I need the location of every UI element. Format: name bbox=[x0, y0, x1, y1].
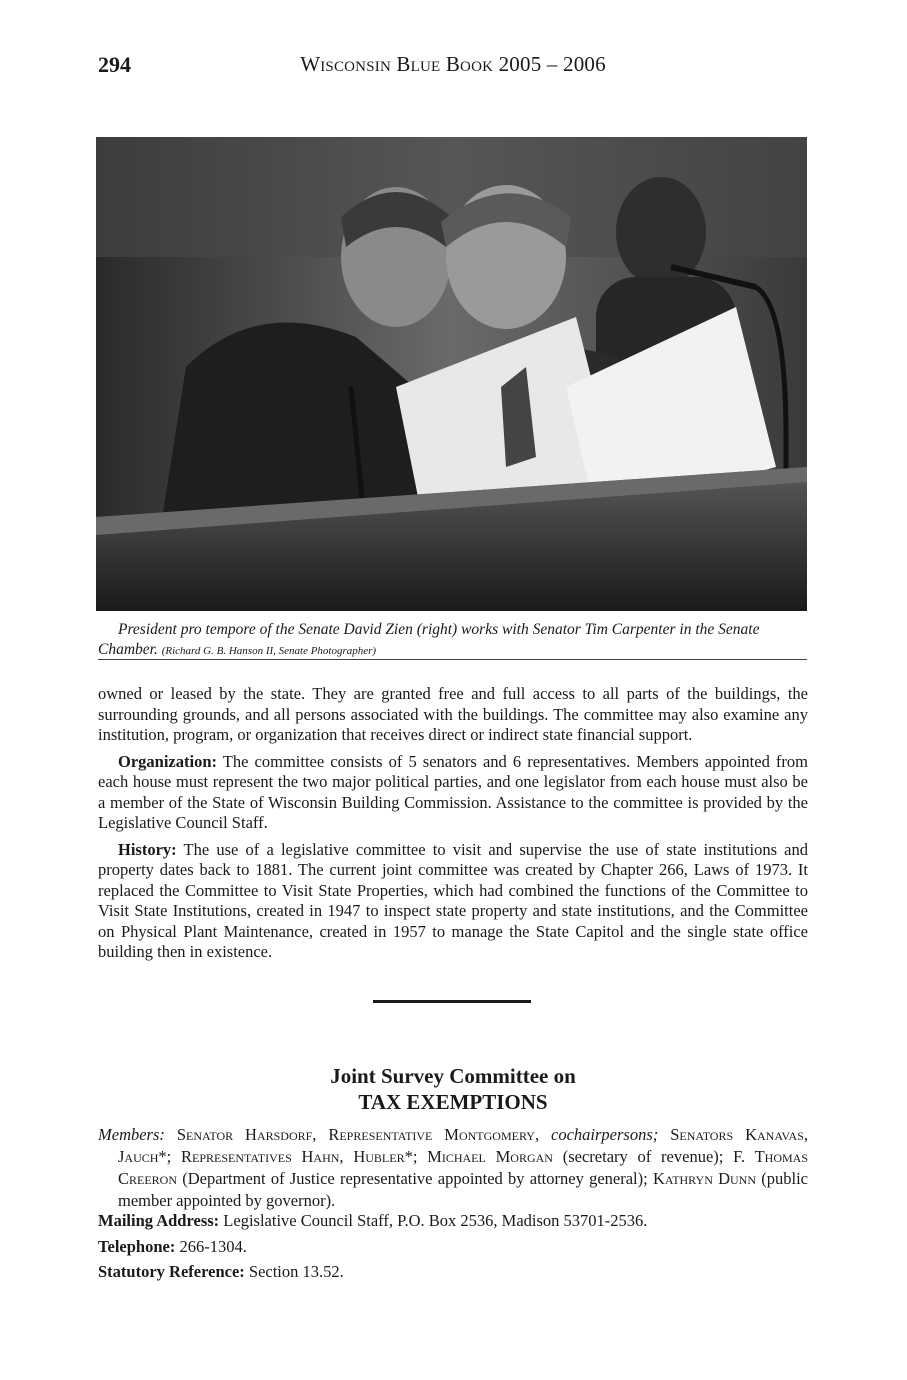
senate-chamber-photo bbox=[96, 137, 807, 611]
members-list bbox=[98, 1124, 808, 1212]
history-label: History: bbox=[118, 839, 177, 859]
photo-credit: (Richard G. B. Hanson II, Senate Photographer) bbox=[161, 645, 377, 657]
telephone-value: 266-1304. bbox=[175, 1237, 247, 1256]
section-divider bbox=[373, 1000, 531, 1003]
organization-label: Organization: bbox=[118, 751, 217, 771]
body-text bbox=[98, 684, 808, 969]
paragraph-history bbox=[98, 840, 808, 963]
members-dunn-role: (public member appointed by governor). bbox=[118, 1169, 808, 1210]
page-header bbox=[98, 52, 808, 86]
members-dunn: Kathryn Dunn bbox=[652, 1169, 757, 1188]
organization-text: The committee consists of 5 senators and 6 representatives. Members appointed from each house must represent the two major political parties, and one legislator from each house must also be a member of the State of Wisconsin Building Commission. Assistance to the committee is provided by the Legislative Council Staff. bbox=[98, 751, 808, 832]
section-title-line1: Joint Survey Committee on bbox=[330, 1064, 576, 1088]
members-creeron: F. Thomas Creeron bbox=[118, 1147, 809, 1188]
statutory-reference bbox=[98, 1261, 808, 1283]
section-title bbox=[98, 1063, 808, 1115]
paragraph-intro: owned or leased by the state. They are granted free and full access to all parts of the buildings, the surrounding grounds, and all persons associated with the buildings. The committee may also examine any institution, program, or organization that receives direct or indirect state financial support. bbox=[98, 684, 808, 744]
telephone bbox=[98, 1236, 808, 1258]
page-number: 294 bbox=[98, 52, 131, 77]
paragraph-organization bbox=[98, 752, 808, 834]
members-cochair-role: cochairpersons; bbox=[551, 1125, 659, 1144]
mailing-label: Mailing Address: bbox=[98, 1211, 220, 1230]
members-creeron-role: (Department of Justice representative appointed by attorney general); bbox=[182, 1169, 648, 1188]
mailing-address bbox=[98, 1210, 808, 1232]
running-title: Wisconsin Blue Book 2005 – 2006 bbox=[300, 52, 606, 76]
telephone-label: Telephone: bbox=[98, 1237, 176, 1256]
caption-text: President pro tempore of the Senate David Zien (right) works with Senator Tim Carpenter in the Senate Chamber. bbox=[98, 621, 760, 658]
members-cochairs: Senator Harsdorf, Representative Montgomery, bbox=[176, 1125, 540, 1144]
mailing-value: Legislative Council Staff, P.O. Box 2536, Madison 53701-2536. bbox=[219, 1211, 648, 1230]
photo-caption bbox=[98, 620, 806, 661]
section-title-line2: TAX EXEMPTIONS bbox=[358, 1090, 548, 1114]
caption-rule bbox=[98, 659, 807, 660]
history-text: The use of a legislative committee to visit and supervise the use of state institutions and property dates back to 1881. The current joint committee was created by Chapter 266, Laws of 1973. It replaced the Committee to Visit State Properties, which had combined the functions of the Committee to Visit State Institutions, created in 1947 to inspect state property and state institutions, and the Committee on Physical Plant Maintenance, created in 1957 to manage the State Capitol and the single state office building then in existence. bbox=[98, 839, 808, 961]
members-morgan-role: (secretary of revenue); bbox=[562, 1147, 724, 1166]
statutory-label: Statutory Reference: bbox=[98, 1262, 245, 1281]
members-label: Members: bbox=[98, 1125, 165, 1144]
statutory-value: Section 13.52. bbox=[244, 1262, 344, 1281]
members-others: Senators Kanavas, Jauch*; Representatives Hahn, Hubler*; Michael Morgan bbox=[118, 1125, 809, 1166]
